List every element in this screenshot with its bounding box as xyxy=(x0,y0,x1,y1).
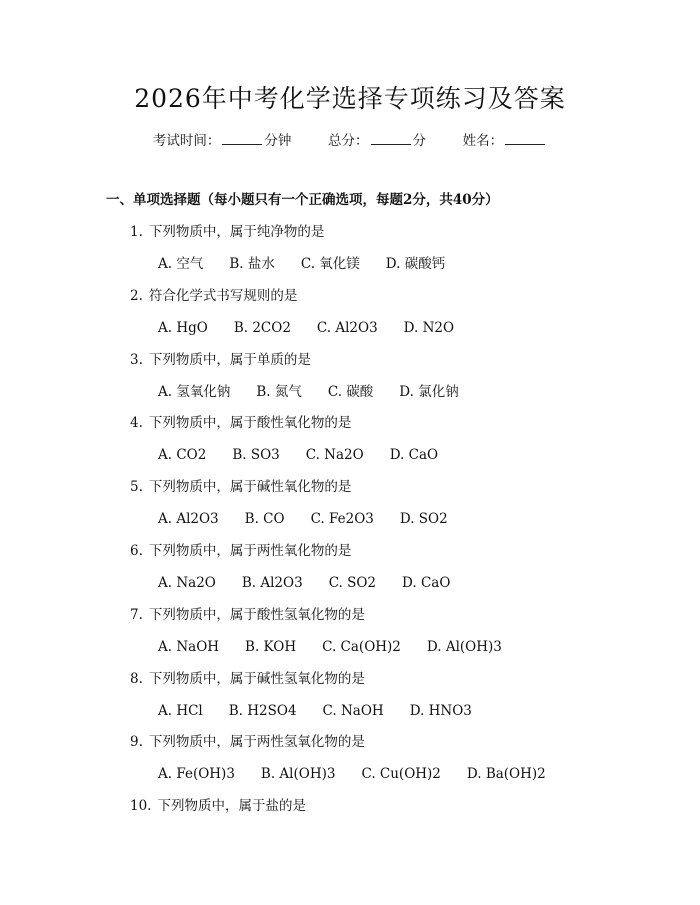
question-text: 符合化学式书写规则的是 xyxy=(148,287,298,304)
option-d: D. Al(OH)3 xyxy=(426,638,502,655)
option-d: D. SO2 xyxy=(399,511,448,528)
question-item xyxy=(0,731,700,795)
question-number: 4. xyxy=(130,415,143,432)
score-unit: 分 xyxy=(412,133,426,149)
option-b: B. KOH xyxy=(245,638,297,655)
exam-info-line xyxy=(0,130,700,151)
option-b: B. CO xyxy=(244,511,285,528)
time-unit: 分钟 xyxy=(264,133,292,149)
option-c: C. 氧化镁 xyxy=(300,256,360,272)
question-stem xyxy=(130,349,311,371)
question-text: 下列物质中，属于酸性氧化物的是 xyxy=(148,415,352,432)
question-item xyxy=(0,476,700,540)
option-row xyxy=(158,763,572,785)
question-item xyxy=(0,668,700,732)
option-b: B. 2CO2 xyxy=(233,319,291,336)
question-stem xyxy=(130,540,351,562)
question-number: 10. xyxy=(130,798,152,815)
question-number: 9. xyxy=(130,734,143,751)
question-text: 下列物质中，属于两性氢氧化物的是 xyxy=(148,734,365,751)
option-c: C. Na2O xyxy=(305,447,364,464)
question-text: 下列物质中，属于纯净物的是 xyxy=(148,224,325,240)
option-b: B. 氮气 xyxy=(256,383,302,400)
question-text: 下列物质中，属于碱性氧化物的是 xyxy=(148,479,352,496)
question-number: 6. xyxy=(130,542,143,559)
option-a: A. HCl xyxy=(158,702,203,719)
option-a: A. Fe(OH)3 xyxy=(158,766,235,783)
question-item xyxy=(0,540,700,604)
time-blank xyxy=(222,130,262,145)
option-a: A. CO2 xyxy=(158,447,207,464)
question-item xyxy=(0,604,700,668)
option-b: B. H2SO4 xyxy=(228,702,297,719)
option-d: D. CaO xyxy=(402,574,451,591)
question-text: 下列物质中，属于盐的是 xyxy=(157,798,306,815)
option-d: D. HNO3 xyxy=(409,702,472,719)
option-b: B. Al(OH)3 xyxy=(260,766,336,783)
question-item xyxy=(0,221,700,285)
option-d: D. 碳酸钙 xyxy=(385,256,446,272)
question-number: 1. xyxy=(130,224,143,240)
option-a: A. HgO xyxy=(158,319,208,336)
question-text: 下列物质中，属于酸性氢氧化物的是 xyxy=(148,606,365,623)
option-c: C. Ca(OH)2 xyxy=(322,638,401,655)
option-a: A. Al2O3 xyxy=(158,511,219,528)
option-a: A. Na2O xyxy=(158,574,216,591)
option-row xyxy=(158,700,498,722)
question-item xyxy=(0,349,700,413)
question-stem xyxy=(130,221,324,243)
option-row xyxy=(158,508,474,530)
section-title: 一、单项选择题（每小题只有一个正确选项，每题2分，共40分） xyxy=(106,192,499,208)
question-stem xyxy=(130,412,351,434)
option-a: A. 空气 xyxy=(158,256,204,272)
question-stem xyxy=(130,604,365,626)
option-d: D. 氯化钠 xyxy=(399,383,459,400)
option-b: B. 盐水 xyxy=(229,256,275,272)
option-d: D. CaO xyxy=(389,447,439,464)
option-row xyxy=(158,636,528,658)
question-item xyxy=(0,412,700,476)
question-stem xyxy=(130,476,351,498)
option-row xyxy=(158,444,464,466)
question-number: 5. xyxy=(130,479,143,496)
question-text: 下列物质中，属于碱性氢氧化物的是 xyxy=(148,670,365,687)
option-c: C. 碳酸 xyxy=(327,383,374,400)
score-label: 总分： xyxy=(328,133,369,149)
question-stem xyxy=(130,668,365,690)
option-row xyxy=(158,253,471,275)
option-a: A. NaOH xyxy=(158,638,220,655)
option-row xyxy=(158,381,485,403)
option-c: C. NaOH xyxy=(322,702,384,719)
option-row xyxy=(158,572,476,594)
question-stem xyxy=(130,731,365,753)
option-b: B. Al2O3 xyxy=(241,574,303,591)
question-item xyxy=(0,795,700,859)
question-text: 下列物质中，属于两性氧化物的是 xyxy=(148,542,352,559)
option-b: B. SO3 xyxy=(232,447,280,464)
question-number: 3. xyxy=(130,351,143,368)
option-d: D. Ba(OH)2 xyxy=(466,766,546,783)
name-label: 姓名： xyxy=(462,133,504,149)
page-title: 2026年中考化学选择专项练习及答案 xyxy=(134,84,566,113)
time-label: 考试时间： xyxy=(152,133,221,149)
option-c: C. Fe2O3 xyxy=(310,511,374,528)
name-blank xyxy=(505,130,545,145)
question-item xyxy=(0,285,700,349)
score-blank xyxy=(371,130,411,145)
question-number: 2. xyxy=(130,287,143,304)
option-row xyxy=(158,317,480,339)
question-text: 下列物质中，属于单质的是 xyxy=(148,351,311,368)
question-number: 7. xyxy=(130,606,143,623)
option-c: C. SO2 xyxy=(328,574,377,591)
question-number: 8. xyxy=(130,670,143,687)
option-a: A. 氢氧化钠 xyxy=(158,383,231,400)
question-stem xyxy=(130,795,306,817)
option-d: D. N2O xyxy=(403,319,455,336)
option-c: C. Al2O3 xyxy=(316,319,378,336)
option-c: C. Cu(OH)2 xyxy=(361,766,441,783)
question-list xyxy=(0,221,700,859)
question-stem xyxy=(130,285,297,307)
